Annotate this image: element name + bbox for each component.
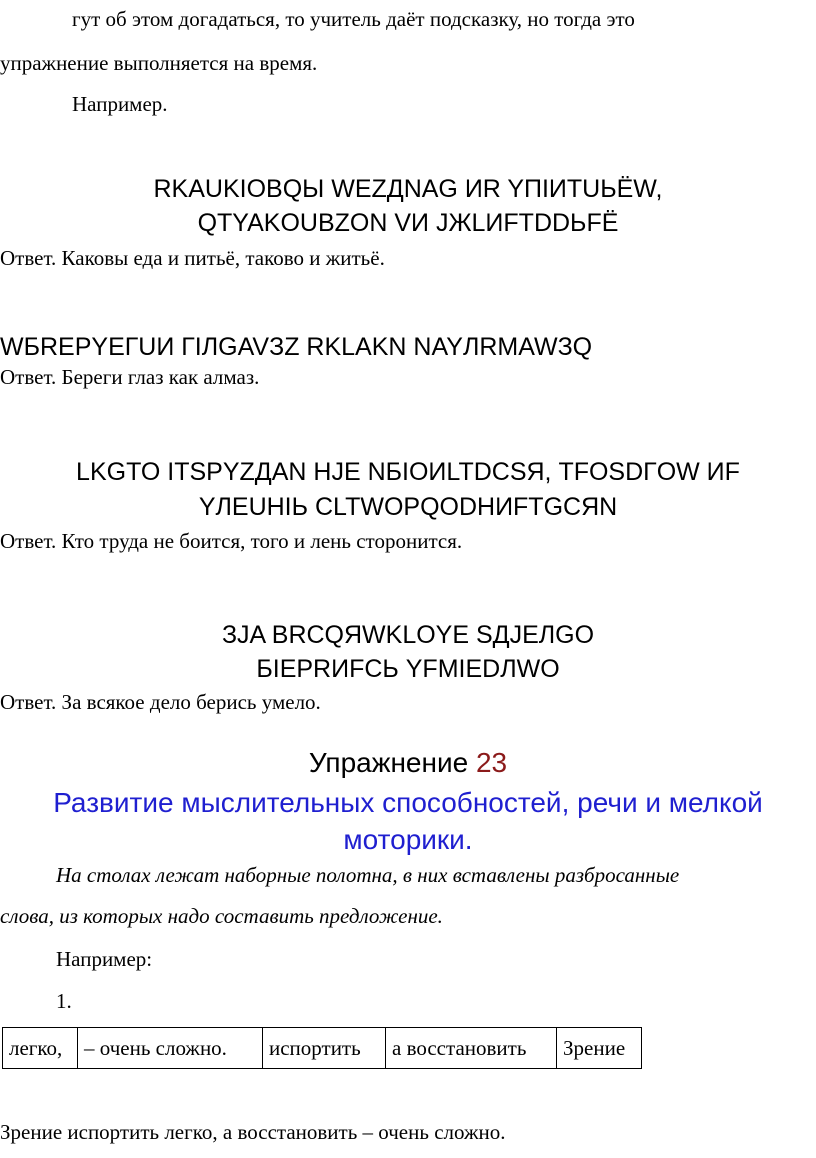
puzzle-1-answer: Ответ. Каковы еда и питьё, таково и житьё. [0, 246, 385, 270]
exercise-subtitle-line-1: Развитие мыслительных способностей, речи и мелкой [53, 787, 763, 818]
word-card: испортить [263, 1028, 386, 1069]
word-card: легко, [3, 1028, 78, 1069]
exercise-title-word: Упражнение [308, 747, 469, 778]
instruction-line-2: слова, из которых надо составить предложение. [0, 904, 443, 928]
word-cards-row [3, 1028, 642, 1069]
word-card: а восстановить [386, 1028, 557, 1069]
puzzle-3-code-line-2: YЛEUHIЬ CLTWOPQODHИFTGCЯN [198, 493, 618, 521]
item-number: 1. [56, 989, 72, 1013]
exercise-example-label: Например: [56, 947, 153, 971]
word-cards-table [2, 1027, 642, 1069]
intro-line-2: упражнение выполняется на время. [0, 51, 318, 75]
puzzle-3-code-line-1: LKGTO ITSPYZДAN HJE NБIOИLTDCSЯ, TFOSDГOW ИF [76, 458, 740, 486]
puzzle-1-code-line-2: QTYAKOUBZON VИ JЖLИFTDDЬFЁ [197, 209, 619, 237]
puzzle-4-code-line-1: ЗJA BRCQЯWKLOYE SДJEЛGO [221, 621, 595, 649]
puzzle-2-answer: Ответ. Береги глаз как алмаз. [0, 365, 260, 389]
puzzle-4-answer: Ответ. За всякое дело берись умело. [0, 690, 321, 714]
exercise-title [0, 745, 816, 781]
exercise-subtitle-line-2: моторики. [343, 824, 473, 855]
puzzle-2-code-line-1: WБREPYEГUИ ГIЛGAVЗZ RKLAKN NAYЛRMAWЗQ [0, 333, 593, 361]
instruction-line-1: На столах лежат наборные полотна, в них вставлены разбросанные [56, 863, 680, 887]
exercise-number: 23 [475, 747, 508, 778]
puzzle-1-code-line-1: RKAUKIOBQЫ WEZДNAG ИR YПIИTUЬЁW, [153, 175, 663, 203]
puzzle-3-answer: Ответ. Кто труда не боится, того и лень сторонится. [0, 529, 463, 553]
word-card: Зрение [557, 1028, 642, 1069]
intro-line-1: гут об этом догадаться, то учитель даёт подсказку, но тогда это [72, 7, 635, 31]
example-label: Например. [72, 92, 168, 116]
word-card: – очень сложно. [78, 1028, 263, 1069]
exercise-solution: Зрение испортить легко, а восстановить – очень сложно. [0, 1120, 506, 1144]
puzzle-4-code-line-2: БIEPRИFCЬ YFMIEDЛWO [256, 655, 560, 683]
